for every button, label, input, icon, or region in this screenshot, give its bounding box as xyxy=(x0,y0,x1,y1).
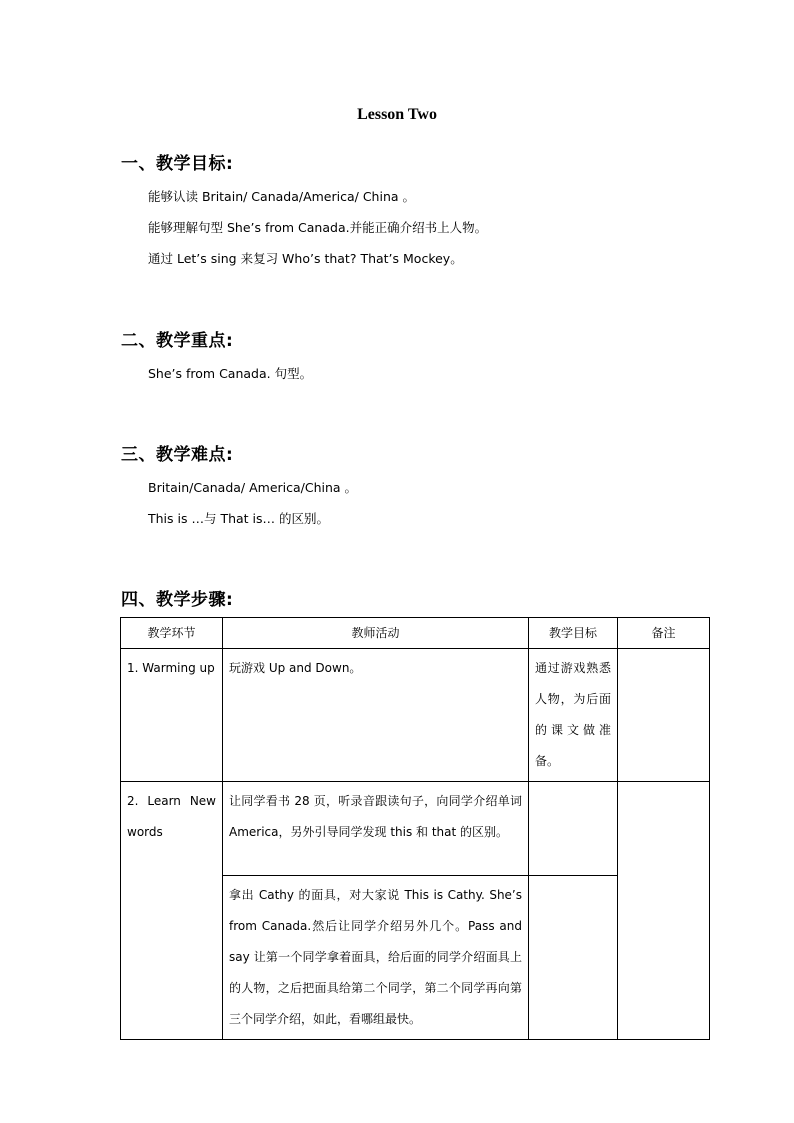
teaching-steps-table xyxy=(120,617,710,1040)
section-heading-objectives: 一、教学目标: xyxy=(121,154,234,174)
goal-cell: 通过游戏熟悉人物，为后面的课文做准备。 xyxy=(529,649,618,782)
activity-cell: 拿出 Cathy 的面具，对大家说 This is Cathy. She’s from Canada.然后让同学介绍另外几个。Pass and say 让第一个同学拿着面具，给后面的同学介绍面具上的人物，之后把面具给第二个同学，第二个同学再向第三个同学介绍，如此，看哪组最快。 xyxy=(223,876,529,1040)
table-header-row xyxy=(121,618,710,649)
objective-line: 能够认读 Britain/ Canada/America/ China 。 xyxy=(148,189,416,204)
objective-line: 能够理解句型 She’s from Canada.并能正确介绍书上人物。 xyxy=(148,220,488,235)
stage-cell: 2. Learn New words xyxy=(121,782,223,1040)
difficulty-line: This is …与 That is… 的区别。 xyxy=(148,511,329,526)
column-header-goal: 教学目标 xyxy=(529,618,618,649)
column-header-activity: 教师活动 xyxy=(223,618,529,649)
objective-line: 通过 Let’s sing 来复习 Who’s that? That’s Mockey。 xyxy=(148,251,463,266)
key-point-line: She’s from Canada. 句型。 xyxy=(148,366,313,381)
note-cell xyxy=(618,782,710,1040)
column-header-stage: 教学环节 xyxy=(121,618,223,649)
section-heading-key-points: 二、教学重点: xyxy=(121,331,234,351)
goal-cell xyxy=(529,876,618,1040)
document-title: Lesson Two xyxy=(357,106,437,123)
note-cell xyxy=(618,649,710,782)
activity-cell: 玩游戏 Up and Down。 xyxy=(223,649,529,782)
stage-cell: 1. Warming up xyxy=(121,649,223,782)
table-row xyxy=(121,649,710,782)
table-row xyxy=(121,782,710,876)
section-heading-steps: 四、教学步骤: xyxy=(121,590,234,610)
difficulty-line: Britain/Canada/ America/China 。 xyxy=(148,480,358,495)
section-heading-difficulties: 三、教学难点: xyxy=(121,445,234,465)
activity-cell: 让同学看书 28 页，听录音跟读句子，向同学介绍单词 America，另外引导同学发现 this 和 that 的区别。 xyxy=(223,782,529,876)
goal-cell xyxy=(529,782,618,876)
column-header-note: 备注 xyxy=(618,618,710,649)
